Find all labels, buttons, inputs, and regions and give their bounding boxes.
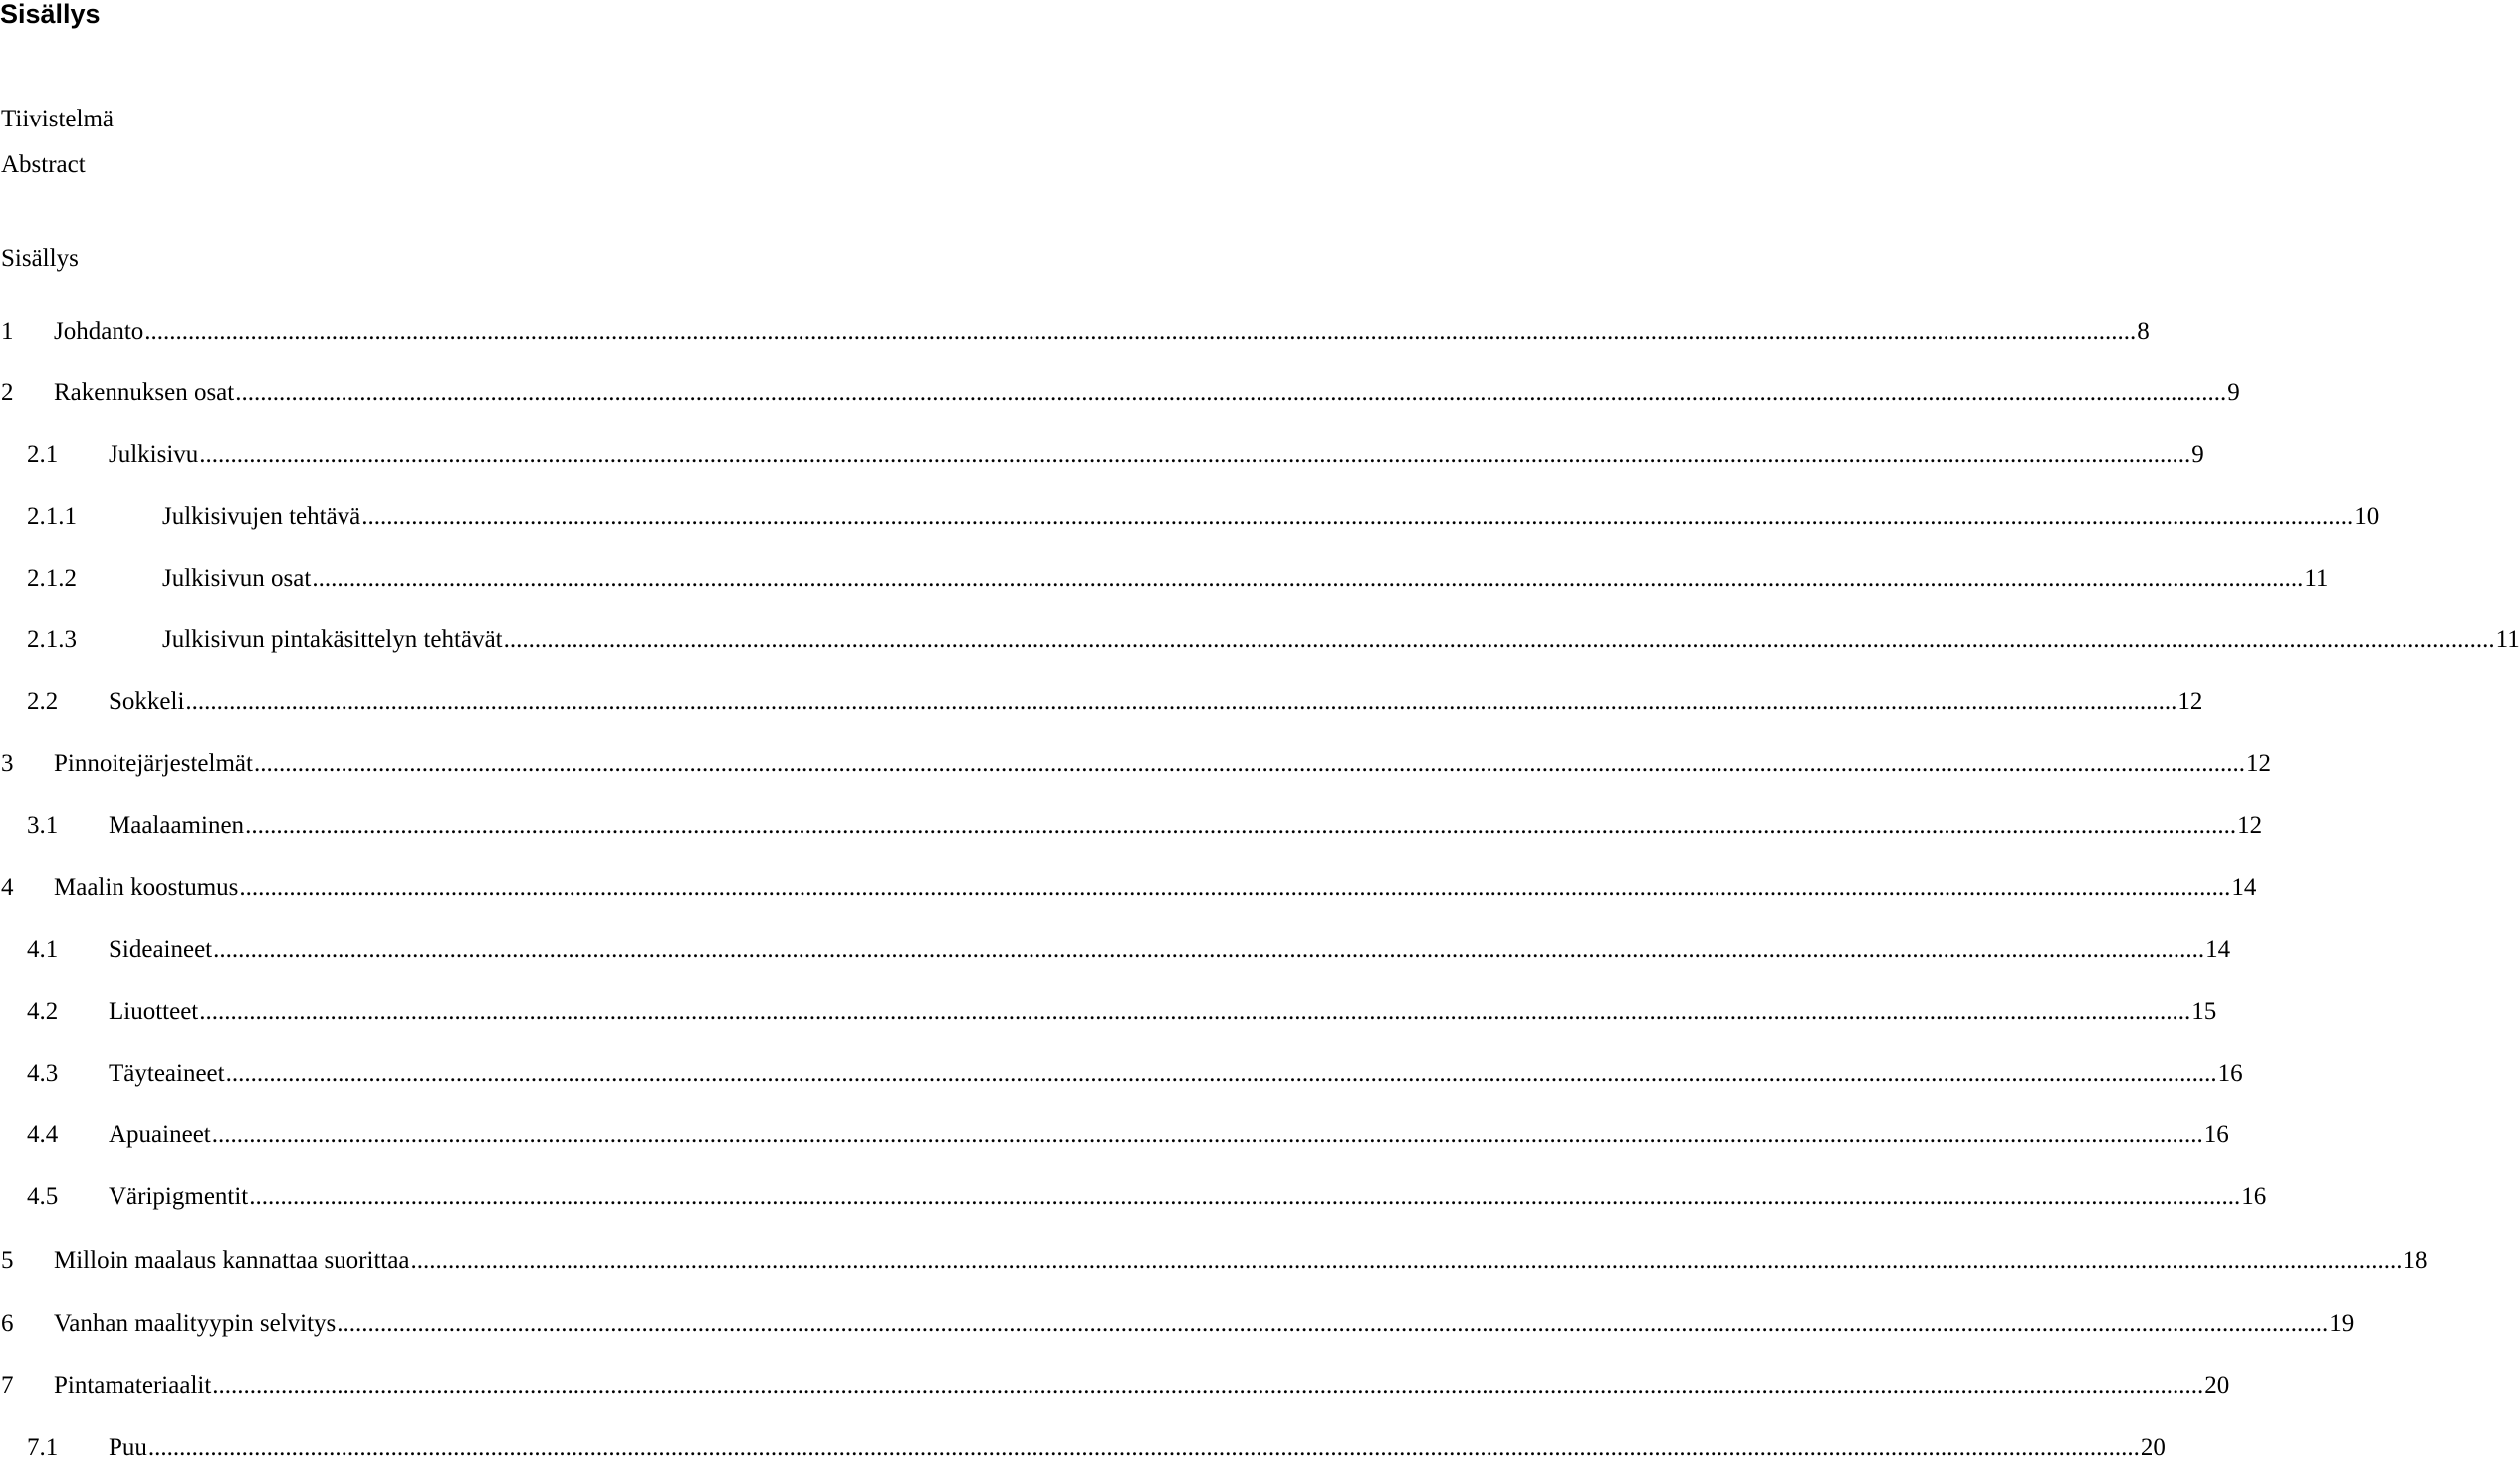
toc-entry[interactable]: [27, 439, 2204, 471]
toc-entry-number: 6: [1, 1310, 14, 1337]
toc-entry-page-number: 9: [2191, 441, 2204, 468]
toc-entry-title: Vanhan maalityypin selvitys: [54, 1310, 337, 1337]
toc-entry-title: Julkisivu: [109, 441, 199, 468]
toc-entry-page-number: 14: [2231, 874, 2257, 901]
toc-dot-leader: [337, 1308, 2328, 1340]
toc-entry-page-number: 10: [2354, 503, 2380, 530]
toc-entry-title: Maalin koostumus: [54, 874, 239, 901]
toc-entry-page-number: 20: [2140, 1434, 2166, 1461]
toc-entry-page-number: 16: [2217, 1060, 2243, 1087]
toc-dot-leader: [144, 316, 2136, 348]
toc-entry[interactable]: [27, 501, 2380, 533]
toc-dot-leader: [239, 872, 2230, 904]
toc-entry-number: 4.5: [27, 1183, 59, 1210]
toc-entry[interactable]: [1, 316, 2150, 348]
toc-entry-number: 2.2: [27, 688, 59, 715]
toc-dot-leader: [245, 810, 2236, 842]
toc-dot-leader: [411, 1245, 2403, 1277]
toc-dot-leader: [148, 1432, 2140, 1464]
toc-dot-leader: [185, 686, 2176, 718]
toc-entry-title: Liuotteet: [109, 998, 199, 1025]
toc-entry[interactable]: [1, 1308, 2355, 1340]
toc-entry[interactable]: [27, 996, 2217, 1028]
toc-entry-title: Sokkeli: [109, 688, 185, 715]
toc-entry-number: 2.1.2: [27, 565, 77, 592]
toc-entry-page-number: 11: [2304, 565, 2329, 592]
toc-entry[interactable]: [27, 624, 2520, 656]
toc-entry-number: 2.1.1: [27, 503, 77, 530]
toc-entry-number: 4: [1, 874, 14, 901]
toc-entry[interactable]: [1, 1245, 2428, 1277]
toc-dot-leader: [235, 377, 2226, 409]
toc-entry-title: Sideaineet: [109, 936, 213, 963]
toc-entry-number: 2: [1, 379, 14, 406]
toc-dot-leader: [199, 439, 2190, 471]
front-matter-tiivistelma[interactable]: Tiivistelmä: [1, 106, 114, 132]
toc-entry[interactable]: [1, 748, 2271, 780]
toc-entry[interactable]: [27, 1181, 2267, 1213]
toc-entry-number: 4.1: [27, 936, 59, 963]
toc-entry-title: Julkisivun pintakäsittelyn tehtävät: [162, 626, 503, 653]
toc-entry-page-number: 15: [2191, 998, 2217, 1025]
toc-entry-page-number: 18: [2403, 1247, 2428, 1274]
toc-entry-page-number: 19: [2329, 1310, 2355, 1337]
toc-entry-page-number: 12: [2245, 750, 2271, 777]
toc-entry-number: 2.1.3: [27, 626, 77, 653]
toc-dot-leader: [361, 501, 2353, 533]
toc-entry-title: Puu: [109, 1434, 147, 1461]
toc-entry[interactable]: [27, 934, 2231, 966]
toc-entry-number: 3: [1, 750, 14, 777]
toc-dot-leader: [212, 1119, 2203, 1151]
toc-entry-title: Pintamateriaalit: [54, 1372, 212, 1399]
toc-entry-page-number: 14: [2205, 936, 2231, 963]
toc-entry-title: Pinnoitejärjestelmät: [54, 750, 253, 777]
toc-entry-number: 7.1: [27, 1434, 59, 1461]
toc-entry-title: Väripigmentit: [109, 1183, 249, 1210]
toc-entry-title: Rakennuksen osat: [54, 379, 235, 406]
toc-entry-title: Täyteaineet: [109, 1060, 225, 1087]
toc-dot-leader: [504, 624, 2495, 656]
toc-entry-title: Maalaaminen: [109, 812, 245, 839]
toc-entry-title: Julkisivun osat: [162, 565, 312, 592]
toc-entry[interactable]: [27, 810, 2263, 842]
toc-dot-leader: [254, 748, 2245, 780]
toc-entry[interactable]: [27, 686, 2203, 718]
toc-entry[interactable]: [1, 872, 2257, 904]
toc-entry-title: Apuaineet: [109, 1121, 211, 1148]
toc-dot-leader: [312, 563, 2303, 595]
toc-entry-page-number: 12: [2177, 688, 2203, 715]
toc-entry-page-number: 9: [2227, 379, 2240, 406]
toc-entry-page-number: 12: [2237, 812, 2263, 839]
toc-entry-title: Johdanto: [54, 318, 144, 345]
toc-entry[interactable]: [27, 1119, 2229, 1151]
toc-entry-page-number: 11: [2495, 626, 2520, 653]
toc-entry-number: 4.3: [27, 1060, 59, 1087]
toc-entry[interactable]: [1, 1370, 2230, 1402]
toc-dot-leader: [213, 934, 2204, 966]
toc-entry[interactable]: [27, 1432, 2166, 1464]
toc-entry[interactable]: [27, 1058, 2243, 1090]
toc-dot-leader: [226, 1058, 2217, 1090]
toc-entry[interactable]: [27, 563, 2329, 595]
front-matter-abstract[interactable]: Abstract: [1, 151, 86, 178]
toc-dot-leader: [249, 1181, 2240, 1213]
toc-entry-number: 5: [1, 1247, 14, 1274]
toc-entry-page-number: 16: [2203, 1121, 2229, 1148]
front-matter-sisallys[interactable]: Sisällys: [1, 245, 79, 272]
toc-entry-number: 7: [1, 1372, 14, 1399]
toc-entry-title: Milloin maalaus kannattaa suorittaa: [54, 1247, 410, 1274]
toc-entry-number: 4.4: [27, 1121, 59, 1148]
toc-entry-number: 3.1: [27, 812, 59, 839]
toc-entry-number: 1: [1, 318, 14, 345]
toc-entry-page-number: 16: [2241, 1183, 2267, 1210]
page-title: Sisällys: [0, 0, 101, 29]
toc-dot-leader: [199, 996, 2190, 1028]
toc-entry-page-number: 20: [2204, 1372, 2230, 1399]
toc-dot-leader: [212, 1370, 2203, 1402]
toc-entry-number: 2.1: [27, 441, 59, 468]
toc-entry-number: 4.2: [27, 998, 59, 1025]
toc-entry-title: Julkisivujen tehtävä: [162, 503, 361, 530]
toc-entry-page-number: 8: [2137, 318, 2150, 345]
toc-entry[interactable]: [1, 377, 2240, 409]
